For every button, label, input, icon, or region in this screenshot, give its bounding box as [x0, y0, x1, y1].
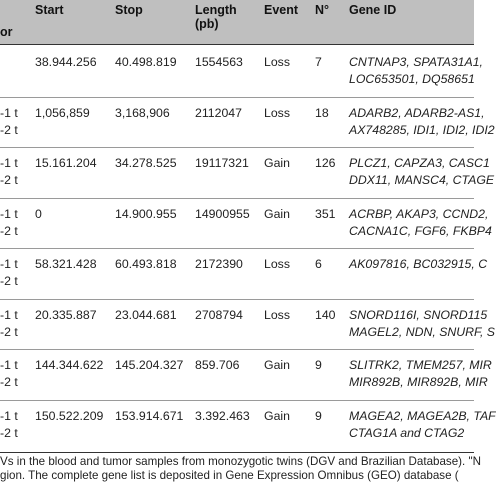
length-cell: 2708794: [195, 307, 243, 322]
table-row: [0, 349, 492, 400]
header-sample-bottom: or: [0, 25, 13, 39]
length-cell: 19117321: [195, 156, 249, 170]
table-row: [0, 147, 495, 198]
sample-label-1: -1 t: [0, 307, 18, 322]
event-cell: Gain: [264, 358, 290, 372]
length-cell: 14900955: [195, 206, 250, 221]
count-cell: 351: [315, 206, 336, 221]
event-cell: Gain: [264, 408, 290, 423]
gene-id-line-1: CNTNAP3, SPATA31A1,: [349, 55, 483, 69]
length-cell: 859.706: [195, 358, 240, 372]
gene-id-line-2: MIR892B, MIR892B, MIR: [349, 375, 488, 389]
gene-id-line-2: DDX11, MANSC4, CTAGE: [349, 173, 495, 187]
start-cell: 58.321.428: [35, 257, 97, 271]
gene-id-line-2: CTAG1A and CTAG2: [349, 425, 465, 440]
gene-id-line-2: MAGEL2, NDN, SNURF, S: [349, 324, 496, 339]
stop-cell: 23.044.681: [115, 307, 177, 322]
header-gene-id: Gene ID: [349, 3, 397, 17]
stop-cell: 14.900.955: [115, 206, 177, 221]
length-cell: 1554563: [195, 55, 243, 69]
start-cell: 150.522.209: [35, 408, 104, 423]
start-cell: 1,056,859: [35, 105, 90, 120]
row-divider: [0, 400, 474, 401]
count-cell: 9: [315, 408, 322, 423]
sample-label-1: -1 t: [0, 156, 18, 170]
header-length: Length: [195, 3, 237, 17]
sample-label-2: -2 t: [0, 274, 18, 288]
footnote-line-1: Vs in the blood and tumor samples from monozygotic twins (DGV and Brazilian Database). "N: [0, 455, 481, 468]
stop-cell: 153.914.671: [115, 408, 184, 423]
stop-cell: 60.493.818: [115, 257, 177, 271]
event-cell: Loss: [264, 55, 290, 69]
sample-label-1: -1 t: [0, 408, 18, 423]
table-row: [0, 400, 496, 451]
event-cell: Loss: [264, 105, 290, 120]
gene-id-line-1: SNORD116I, SNORD115: [349, 307, 488, 322]
gene-id-line-1: MAGEA2, MAGEA2B, TAF: [349, 408, 496, 423]
sample-label-2: -2 t: [0, 223, 18, 238]
start-cell: 38.944.256: [35, 55, 97, 69]
sample-label-1: -1 t: [0, 105, 18, 120]
stop-cell: 40.498.819: [115, 55, 177, 69]
gene-id-line-1: SLITRK2, TMEM257, MIR: [349, 358, 492, 372]
table-header: [0, 0, 474, 45]
stop-cell: 34.278.525: [115, 156, 177, 170]
header-event: Event: [264, 3, 299, 17]
table-row: [0, 248, 488, 299]
gene-id-line-2: AX748285, IDI1, IDI2, IDI2: [349, 122, 495, 137]
sample-label-2: -2 t: [0, 324, 18, 339]
row-divider: [0, 248, 474, 249]
sample-label-1: -1 t: [0, 257, 18, 271]
length-cell: 2172390: [195, 257, 243, 271]
row-divider: [0, 198, 474, 199]
event-cell: Loss: [264, 257, 290, 271]
event-cell: Gain: [264, 156, 290, 170]
stop-cell: 3,168,906: [115, 105, 170, 120]
count-cell: 9: [315, 358, 322, 372]
sample-label-2: -2 t: [0, 375, 18, 389]
start-cell: 144.344.622: [35, 358, 104, 372]
row-divider: [0, 147, 474, 148]
gene-id-line-2: CACNA1C, FGF6, FKBP4: [349, 223, 492, 238]
start-cell: 15.161.204: [35, 156, 97, 170]
sample-label-1: -1 t: [0, 206, 18, 221]
table-row: [0, 299, 496, 350]
header-length-unit: (pb): [195, 17, 219, 31]
length-cell: 3.392.463: [195, 408, 250, 423]
gene-id-line-2: LOC653501, DQ58651: [349, 72, 475, 86]
header-start: Start: [35, 3, 64, 17]
sample-label-2: -2 t: [0, 122, 18, 137]
sample-label-2: -2 t: [0, 425, 18, 440]
count-cell: 126: [315, 156, 336, 170]
count-cell: 140: [315, 307, 336, 322]
event-cell: Loss: [264, 307, 290, 322]
gene-id-line-1: ACRBP, AKAP3, CCND2,: [349, 206, 489, 221]
table-row: [0, 46, 483, 97]
table-row: [0, 97, 495, 148]
count-cell: 7: [315, 55, 322, 69]
header-number: N°: [315, 3, 330, 17]
event-cell: Gain: [264, 206, 290, 221]
gene-id-line-1: ADARB2, ADARB2-AS1,: [349, 105, 485, 120]
length-cell: 2112047: [195, 105, 242, 120]
gene-id-line-1: AK097816, BC032915, C: [349, 257, 488, 271]
row-divider: [0, 349, 474, 350]
count-cell: 6: [315, 257, 322, 271]
gene-id-line-1: PLCZ1, CAPZA3, CASC1: [349, 156, 490, 170]
start-cell: 20.335.887: [35, 307, 97, 322]
stop-cell: 145.204.327: [115, 358, 184, 372]
row-divider: [0, 97, 474, 98]
count-cell: 18: [315, 105, 329, 120]
sample-label-2: -2 t: [0, 173, 18, 187]
table-bottom-rule: [0, 452, 474, 453]
sample-label-1: -1 t: [0, 358, 18, 372]
header-stop: Stop: [115, 3, 143, 17]
table-row: [0, 198, 492, 249]
start-cell: 0: [35, 206, 42, 221]
footnote-line-2: gion. The complete gene list is deposited in Gene Expression Omnibus (GEO) database (: [0, 469, 459, 482]
row-divider: [0, 299, 474, 300]
